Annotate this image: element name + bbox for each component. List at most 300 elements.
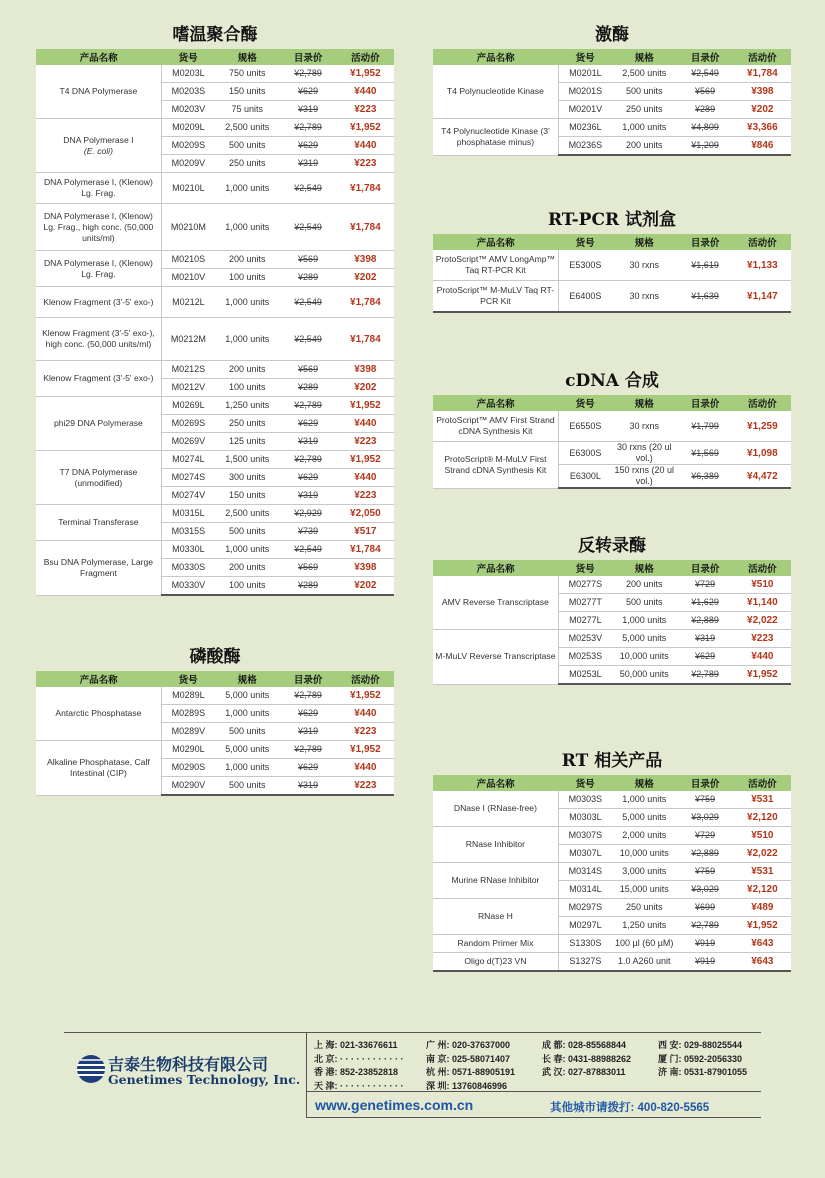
product-name xyxy=(36,119,161,173)
column-header: 目录价 xyxy=(676,775,733,791)
sale-price: ¥1,784 xyxy=(337,541,394,559)
sale-price: ¥202 xyxy=(734,101,791,119)
size: 250 units xyxy=(612,101,676,119)
catalog-number: E6300S xyxy=(558,442,612,465)
product-name xyxy=(36,505,161,541)
sale-price: ¥398 xyxy=(337,361,394,379)
size: 100 units xyxy=(215,379,279,397)
product-name-text: Bsu DNA Polymerase, Large Fragment xyxy=(43,556,154,578)
product-name-text: DNase I (RNase-free) xyxy=(453,803,537,813)
table-row xyxy=(433,827,791,845)
sale-price: ¥1,098 xyxy=(734,442,791,465)
column-header: 产品名称 xyxy=(433,234,558,250)
price-table xyxy=(433,49,791,156)
phone-entry: 香 港: 852-23852818 xyxy=(314,1067,399,1077)
list-price: ¥629 xyxy=(279,705,336,723)
size: 300 units xyxy=(215,469,279,487)
list-price: ¥2,789 xyxy=(279,65,336,83)
product-name xyxy=(36,397,161,451)
size: 150 rxns (20 ul vol.) xyxy=(612,465,676,489)
list-price: ¥2,549 xyxy=(279,318,336,361)
table-row xyxy=(36,119,394,137)
sale-price: ¥202 xyxy=(337,269,394,287)
catalog-number: M0212V xyxy=(161,379,215,397)
product-name xyxy=(36,318,161,361)
column-header: 目录价 xyxy=(676,395,733,411)
catalog-number: M0253V xyxy=(558,630,612,648)
product-name xyxy=(433,791,558,827)
phone-entry: 杭 州: 0571-88905191 xyxy=(426,1067,516,1077)
list-price: ¥919 xyxy=(676,953,733,972)
list-price: ¥3,029 xyxy=(676,809,733,827)
column-header: 目录价 xyxy=(279,49,336,65)
table-row xyxy=(36,505,394,523)
footer xyxy=(64,1032,761,1118)
catalog-number: M0210M xyxy=(161,204,215,251)
catalog-number: M0201L xyxy=(558,65,612,83)
size: 100 units xyxy=(215,577,279,596)
size: 1,000 units xyxy=(215,204,279,251)
column-header: 活动价 xyxy=(734,49,791,65)
sale-price: ¥517 xyxy=(337,523,394,541)
section-title: 嗜温聚合酶 xyxy=(172,25,258,45)
sale-price: ¥223 xyxy=(337,487,394,505)
catalog-number: M0277S xyxy=(558,576,612,594)
size: 1,000 units xyxy=(215,759,279,777)
sale-price: ¥223 xyxy=(337,777,394,796)
phone-entry: 济 南: 0531-87901055 xyxy=(658,1067,748,1077)
table-row xyxy=(36,251,394,269)
section-reverse-transcriptase xyxy=(433,533,791,685)
size: 3,000 units xyxy=(612,863,676,881)
size: 200 units xyxy=(612,576,676,594)
table-row xyxy=(433,411,791,442)
price-table xyxy=(433,775,791,972)
sale-price: ¥3,366 xyxy=(734,119,791,137)
size: 2,500 units xyxy=(612,65,676,83)
phone-entry: 厦 门: 0592-2056330 xyxy=(658,1053,743,1064)
table-row xyxy=(36,397,394,415)
column-header: 货号 xyxy=(558,234,612,250)
list-price: ¥699 xyxy=(676,899,733,917)
column-header: 货号 xyxy=(558,560,612,576)
sale-price: ¥223 xyxy=(337,101,394,119)
sale-price: ¥1,952 xyxy=(337,397,394,415)
product-name-text: T4 Polynucleotide Kinase xyxy=(446,86,544,96)
column-header: 活动价 xyxy=(734,234,791,250)
sale-price: ¥1,784 xyxy=(337,318,394,361)
list-price: ¥629 xyxy=(279,415,336,433)
table-row xyxy=(36,318,394,361)
size: 30 rxns xyxy=(612,411,676,442)
list-price: ¥319 xyxy=(279,101,336,119)
catalog-number: M0203S xyxy=(161,83,215,101)
table-row xyxy=(36,204,394,251)
catalog-number: E6300L xyxy=(558,465,612,489)
list-price: ¥729 xyxy=(676,827,733,845)
table-row xyxy=(433,791,791,809)
section-title: 磷酸酶 xyxy=(189,647,241,667)
list-price: ¥1,639 xyxy=(676,281,733,313)
sale-price: ¥510 xyxy=(734,827,791,845)
catalog-number: E6550S xyxy=(558,411,612,442)
catalog-number: M0330S xyxy=(161,559,215,577)
list-price: ¥2,549 xyxy=(279,541,336,559)
size: 10,000 units xyxy=(612,845,676,863)
sale-price: ¥440 xyxy=(337,415,394,433)
table-row xyxy=(433,899,791,917)
catalog-number: M0269L xyxy=(161,397,215,415)
list-price: ¥2,549 xyxy=(279,173,336,204)
catalog-number: M0269V xyxy=(161,433,215,451)
product-name xyxy=(433,65,558,119)
header-row xyxy=(433,560,791,576)
header-row xyxy=(433,395,791,411)
sale-price: ¥398 xyxy=(337,251,394,269)
catalog-number: M0290S xyxy=(161,759,215,777)
catalog-number: M0289L xyxy=(161,687,215,705)
header-row xyxy=(433,49,791,65)
product-name-text: Antarctic Phosphatase xyxy=(55,708,142,718)
hotline: 其他城市请拨打: 400-820-5565 xyxy=(550,1102,710,1114)
catalog-number: M0330V xyxy=(161,577,215,596)
sale-price: ¥1,133 xyxy=(734,250,791,281)
list-price: ¥2,889 xyxy=(676,845,733,863)
phone-entry: 天 津: · · · · · · · · · · · · xyxy=(314,1080,404,1091)
size: 200 units xyxy=(215,361,279,379)
sale-price: ¥4,472 xyxy=(734,465,791,489)
list-price: ¥2,789 xyxy=(279,741,336,759)
catalog-number: M0212L xyxy=(161,287,215,318)
sale-price: ¥2,022 xyxy=(734,845,791,863)
phone-entry: 长 春: 0431-88988262 xyxy=(542,1053,632,1064)
price-table xyxy=(433,234,791,313)
list-price: ¥319 xyxy=(676,630,733,648)
product-name-text: Klenow Fragment (3'-5' exo-), high conc. (50,000 units/ml) xyxy=(42,328,155,349)
sale-price: ¥440 xyxy=(337,705,394,723)
catalog-number: M0277L xyxy=(558,612,612,630)
sale-price: ¥1,952 xyxy=(734,917,791,935)
phone-entry: 南 京: 025-58071407 xyxy=(426,1053,511,1064)
size: 2,500 units xyxy=(215,505,279,523)
sale-price: ¥223 xyxy=(337,155,394,173)
section-rtpcr xyxy=(433,207,791,313)
column-header: 规格 xyxy=(612,234,676,250)
list-price: ¥919 xyxy=(676,935,733,953)
catalog-number: S1330S xyxy=(558,935,612,953)
product-name-text: DNA Polymerase I, (Klenow) Lg. Frag. xyxy=(43,177,153,198)
table-row xyxy=(433,65,791,83)
sale-price: ¥489 xyxy=(734,899,791,917)
sale-price: ¥440 xyxy=(734,648,791,666)
product-name xyxy=(36,741,161,796)
list-price: ¥319 xyxy=(279,723,336,741)
list-price: ¥2,789 xyxy=(279,119,336,137)
table-row xyxy=(36,287,394,318)
catalog-number: M0315S xyxy=(161,523,215,541)
catalog-number: M0277T xyxy=(558,594,612,612)
sale-price: ¥2,120 xyxy=(734,881,791,899)
catalog-number: M0307L xyxy=(558,845,612,863)
product-name-text: M-MuLV Reverse Transcriptase xyxy=(435,651,556,662)
product-name xyxy=(433,899,558,935)
column-header: 规格 xyxy=(215,671,279,687)
catalog-number: M0212S xyxy=(161,361,215,379)
table-row xyxy=(433,442,791,465)
website-link[interactable]: www.genetimes.com.cn xyxy=(315,1097,474,1113)
product-name-text: Random Primer Mix xyxy=(457,938,534,948)
section-title: 反转录酶 xyxy=(578,536,646,556)
section-phosphatase xyxy=(36,644,394,796)
sale-price: ¥398 xyxy=(337,559,394,577)
catalog-number: M0209L xyxy=(161,119,215,137)
column-header: 活动价 xyxy=(734,395,791,411)
list-price: ¥6,389 xyxy=(676,465,733,489)
catalog-number: M0303L xyxy=(558,809,612,827)
product-name-text: ProtoScript™ AMV First Strand cDNA Synthesis Kit xyxy=(436,415,555,436)
list-price: ¥629 xyxy=(279,137,336,155)
company-name-en: Genetimes Technology, Inc. xyxy=(108,1072,301,1087)
list-price: ¥729 xyxy=(676,576,733,594)
list-price: ¥1,569 xyxy=(676,442,733,465)
catalog-number: M0203V xyxy=(161,101,215,119)
sale-price: ¥440 xyxy=(337,469,394,487)
catalog-number: M0274L xyxy=(161,451,215,469)
sale-price: ¥2,050 xyxy=(337,505,394,523)
product-name xyxy=(433,576,558,630)
phone-entry: 武 汉: 027-87883011 xyxy=(542,1067,626,1077)
column-header: 活动价 xyxy=(337,671,394,687)
list-price: ¥759 xyxy=(676,791,733,809)
price-table xyxy=(36,671,394,796)
column-header: 活动价 xyxy=(734,560,791,576)
header-row xyxy=(36,671,394,687)
size: 125 units xyxy=(215,433,279,451)
catalog-number: M0201V xyxy=(558,101,612,119)
product-name xyxy=(36,361,161,397)
list-price: ¥2,789 xyxy=(676,917,733,935)
column-header: 规格 xyxy=(215,49,279,65)
product-name xyxy=(36,687,161,741)
table-row xyxy=(36,361,394,379)
column-header: 活动价 xyxy=(734,775,791,791)
product-name xyxy=(433,250,558,281)
column-header: 规格 xyxy=(612,395,676,411)
table-row xyxy=(36,687,394,705)
list-price: ¥1,619 xyxy=(676,250,733,281)
list-price: ¥3,029 xyxy=(676,881,733,899)
product-name xyxy=(36,451,161,505)
sale-price: ¥440 xyxy=(337,137,394,155)
product-name-text: DNA Polymerase I, (Klenow) Lg. Frag. xyxy=(43,257,153,279)
list-price: ¥2,929 xyxy=(279,505,336,523)
size: 30 rxns xyxy=(612,250,676,281)
size: 500 units xyxy=(612,83,676,101)
sale-price: ¥531 xyxy=(734,791,791,809)
header-row xyxy=(433,775,791,791)
list-price: ¥629 xyxy=(279,759,336,777)
list-price: ¥4,809 xyxy=(676,119,733,137)
column-header: 货号 xyxy=(558,395,612,411)
table-row xyxy=(36,451,394,469)
catalog-number: M0203L xyxy=(161,65,215,83)
column-header: 规格 xyxy=(612,560,676,576)
size: 1,000 units xyxy=(215,705,279,723)
list-price: ¥629 xyxy=(676,648,733,666)
product-name-text: Alkaline Phosphatase, Calf Intestinal (CIP) xyxy=(47,756,150,778)
product-name xyxy=(433,442,558,489)
product-name-text: Klenow Fragment (3'-5' exo-) xyxy=(43,373,154,383)
list-price: ¥1,629 xyxy=(676,594,733,612)
product-name-text: ProtoScript® M-MuLV First Strand cDNA Synthesis Kit xyxy=(444,453,547,475)
size: 1,000 units xyxy=(215,318,279,361)
sale-price: ¥1,952 xyxy=(337,65,394,83)
size: 200 units xyxy=(215,559,279,577)
sale-price: ¥223 xyxy=(337,723,394,741)
table-row xyxy=(433,863,791,881)
size: 500 units xyxy=(612,594,676,612)
table-row xyxy=(433,935,791,953)
product-name xyxy=(433,935,558,953)
catalog-number: M0212M xyxy=(161,318,215,361)
sale-price: ¥846 xyxy=(734,137,791,156)
catalog-number: M0209V xyxy=(161,155,215,173)
product-name xyxy=(36,251,161,287)
product-name-text: DNA Polymerase I xyxy=(63,134,134,145)
header-row xyxy=(36,49,394,65)
catalog-number: M0314S xyxy=(558,863,612,881)
sale-price: ¥1,784 xyxy=(337,287,394,318)
table-row xyxy=(433,119,791,137)
list-price: ¥2,549 xyxy=(279,287,336,318)
list-price: ¥569 xyxy=(279,559,336,577)
catalog-number: S1327S xyxy=(558,953,612,972)
product-name xyxy=(433,827,558,863)
catalog-number: E5300S xyxy=(558,250,612,281)
phone-entry: 广 州: 020-37637000 xyxy=(426,1040,511,1050)
size: 1,500 units xyxy=(215,451,279,469)
sale-price: ¥1,784 xyxy=(337,204,394,251)
sale-price: ¥1,952 xyxy=(337,451,394,469)
table-row xyxy=(36,741,394,759)
size: 150 units xyxy=(215,487,279,505)
size: 250 units xyxy=(215,155,279,173)
sale-price: ¥2,120 xyxy=(734,809,791,827)
product-name xyxy=(433,863,558,899)
size: 1,000 units xyxy=(612,119,676,137)
phone-entry: 成 都: 028-85568844 xyxy=(542,1040,627,1050)
product-name xyxy=(433,630,558,685)
list-price: ¥2,789 xyxy=(279,451,336,469)
list-price: ¥759 xyxy=(676,863,733,881)
sale-price: ¥202 xyxy=(337,379,394,397)
catalog-number: M0210S xyxy=(161,251,215,269)
size: 2,500 units xyxy=(215,119,279,137)
table-row xyxy=(433,630,791,648)
list-price: ¥319 xyxy=(279,433,336,451)
sale-price: ¥202 xyxy=(337,577,394,596)
size: 500 units xyxy=(215,523,279,541)
column-header: 规格 xyxy=(612,775,676,791)
section-title: 激酶 xyxy=(595,25,629,45)
catalog-number: M0290L xyxy=(161,741,215,759)
catalog-number: M0253S xyxy=(558,648,612,666)
list-price: ¥2,789 xyxy=(279,687,336,705)
column-header: 目录价 xyxy=(676,560,733,576)
size: 200 units xyxy=(215,251,279,269)
table-row xyxy=(36,173,394,204)
column-header: 产品名称 xyxy=(433,775,558,791)
list-price: ¥2,889 xyxy=(676,612,733,630)
catalog-number: M0289V xyxy=(161,723,215,741)
list-price: ¥569 xyxy=(279,251,336,269)
column-header: 产品名称 xyxy=(433,49,558,65)
product-name-text: ProtoScript™ M-MuLV Taq RT-PCR Kit xyxy=(436,285,555,306)
list-price: ¥2,789 xyxy=(279,397,336,415)
sale-price: ¥1,147 xyxy=(734,281,791,313)
column-header: 货号 xyxy=(161,671,215,687)
product-name-text: RNase Inhibitor xyxy=(465,839,526,849)
column-header: 目录价 xyxy=(676,49,733,65)
catalog-number: M0297S xyxy=(558,899,612,917)
product-name-text: T7 DNA Polymerase (unmodified) xyxy=(59,466,138,488)
catalog-number: M0210V xyxy=(161,269,215,287)
size: 250 units xyxy=(612,899,676,917)
section-rt-related xyxy=(433,748,791,972)
table-row xyxy=(36,65,394,83)
column-header: 货号 xyxy=(558,49,612,65)
sale-price: ¥1,140 xyxy=(734,594,791,612)
sale-price: ¥1,952 xyxy=(734,666,791,685)
size: 1,000 units xyxy=(612,612,676,630)
size: 1,250 units xyxy=(612,917,676,935)
sale-price: ¥2,022 xyxy=(734,612,791,630)
size: 150 units xyxy=(215,83,279,101)
product-name xyxy=(36,173,161,204)
catalog-number: E6400S xyxy=(558,281,612,313)
list-price: ¥289 xyxy=(279,577,336,596)
section-title: RT 相关产品 xyxy=(561,751,663,771)
size: 100 units xyxy=(215,269,279,287)
product-name-text: T4 Polynucleotide Kinase (3' phosphatase minus) xyxy=(441,125,550,147)
catalog-number: M0297L xyxy=(558,917,612,935)
size: 5,000 units xyxy=(215,687,279,705)
product-name xyxy=(36,204,161,251)
catalog-number: M0315L xyxy=(161,505,215,523)
section-title: RT-PCR 试剂盒 xyxy=(547,210,677,230)
column-header: 货号 xyxy=(558,775,612,791)
sale-price: ¥223 xyxy=(734,630,791,648)
catalog-number: M0201S xyxy=(558,83,612,101)
price-table xyxy=(433,560,791,685)
catalog-number: M0314L xyxy=(558,881,612,899)
sale-price: ¥1,952 xyxy=(337,741,394,759)
list-price: ¥319 xyxy=(279,777,336,796)
list-price: ¥629 xyxy=(279,469,336,487)
column-header: 活动价 xyxy=(337,49,394,65)
column-header: 产品名称 xyxy=(433,395,558,411)
list-price: ¥289 xyxy=(279,379,336,397)
phone-entry: 北 京: · · · · · · · · · · · · xyxy=(314,1053,404,1064)
header-row xyxy=(433,234,791,250)
table-row xyxy=(433,281,791,313)
product-name xyxy=(433,119,558,156)
price-table xyxy=(36,49,394,596)
size: 2,000 units xyxy=(612,827,676,845)
size: 1,000 units xyxy=(612,791,676,809)
company-logo-icon xyxy=(76,1054,106,1089)
catalog-number: M0236L xyxy=(558,119,612,137)
